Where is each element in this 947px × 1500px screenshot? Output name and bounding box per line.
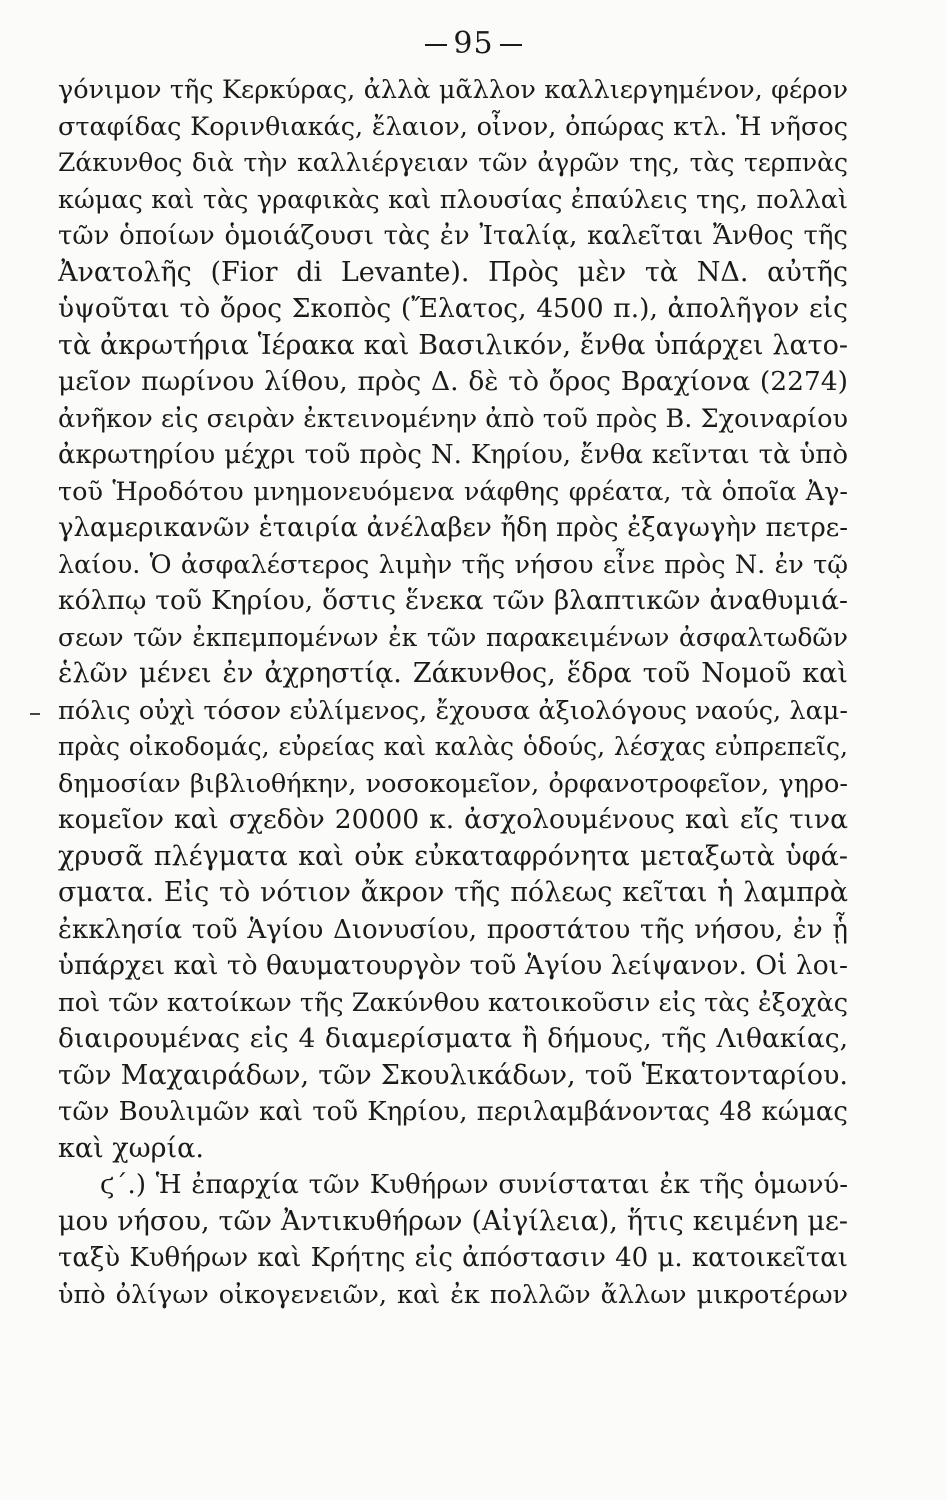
text-line: μου νήσου, τῶν Ἀντικυθήρων (Αἰγίλεια), ἥτις κειμένη με- (58, 1205, 848, 1237)
text-line: τῶν Μαχαιράδων, τῶν Σκουλικάδων, τοῦ Ἑκατονταρίου. (58, 1059, 848, 1091)
text-line: καὶ χωρία. (58, 1132, 204, 1164)
dash-right (500, 44, 522, 46)
text-line: ἀκρωτηρίου μέχρι τοῦ πρὸς Ν. Κηρίου, ἔνθα κεῖνται τὰ ὑπὸ (58, 440, 848, 470)
text-line: σματα. Εἰς τὸ νότιον ἄκρον τῆς πόλεως κεῖται ἡ λαμπρὰ (58, 877, 848, 908)
text-line: πόλις οὐχὶ τόσον εὐλίμενος, ἔχουσα ἀξιολόγους ναούς, λαμ- (58, 695, 848, 726)
text-line: κώμας καὶ τὰς γραφικὰς καὶ πλουσίας ἐπαύλεις της, πολλαὶ (58, 184, 848, 215)
text-line: ϛ΄.) Ἡ ἐπαρχία τῶν Κυθήρων συνίσταται ἐκ τῆς ὁμωνύ- (100, 1170, 848, 1200)
text-line: τοῦ Ἡροδότου μνημονευόμενα νάφθης φρέατα, τὰ ὁποῖα Ἀγ- (58, 476, 848, 507)
page-number (0, 26, 947, 61)
text-line: μεῖον πωρίνου λίθου, πρὸς Δ. δὲ τὸ ὄρος Βραχίονα (2274) (58, 366, 848, 397)
text-line: λαίου. Ὁ ἀσφαλέστερος λιμὴν τῆς νήσου εἶνε πρὸς Ν. ἐν τῷ (58, 549, 848, 580)
text-line: δημοσίαν βιβλιοθήκην, νοσοκομεῖον, ὀρφανοτροφεῖον, γηρο- (58, 768, 848, 799)
text-line: τὰ ἀκρωτήρια Ἱέρακα καὶ Βασιλικόν, ἔνθα ὑπάρχει λατο- (58, 329, 848, 361)
margin-mark (30, 713, 40, 715)
body-text (58, 72, 848, 1313)
text-line: γόνιμον τῆς Κερκύρας, ἀλλὰ μᾶλλον καλλιεργημένον, φέρον (58, 75, 848, 105)
text-line: ἀνῆκον εἰς σειρὰν ἐκτεινομένην ἀπὸ τοῦ πρὸς Β. Σχοιναρίου (58, 403, 848, 434)
text-line: Ζάκυνθος διὰ τὴν καλλιέργειαν τῶν ἀγρῶν της, τὰς τερπνὰς (58, 148, 848, 177)
text-line: κομεῖον καὶ σχεδὸν 20000 κ. ἀσχολουμένους καὶ εἴς τινα (58, 804, 848, 835)
text-line: ὑπὸ ὀλίγων οἰκογενειῶν, καὶ ἐκ πολλῶν ἄλλων μικροτέρων (58, 1279, 848, 1310)
text-line: τῶν Βουλιμῶν καὶ τοῦ Κηρίου, περιλαμβάνοντας 48 κώμας (58, 1097, 848, 1127)
text-line: ὑψοῦται τὸ ὄρος Σκοπὸς (Ἔλατος, 4500 π.), ἀπολῆγον εἰς (58, 293, 848, 324)
text-line: τῶν ὁποίων ὁμοιάζουσι τὰς ἐν Ἰταλίᾳ, καλεῖται Ἄνθος τῆς (58, 221, 848, 251)
text-line: ἑλῶν μένει ἐν ἀχρηστίᾳ. Ζάκυνθος, ἕδρα τοῦ Νομοῦ καὶ (58, 658, 848, 689)
text-line: γλαμερικανῶν ἑταιρία ἀνέλαβεν ἤδη πρὸς ἐξαγωγὴν πετρε- (58, 513, 848, 543)
text-line: πρὰς οἰκοδομάς, εὐρείας καὶ καλὰς ὁδούς, λέσχας εὐπρεπεῖς, (58, 732, 848, 761)
dash-left (425, 44, 447, 46)
text-line: κόλπῳ τοῦ Κηρίου, ὅστις ἕνεκα τῶν βλαπτικῶν ἀναθυμιά- (58, 585, 848, 616)
text-line: ποὶ τῶν κατοίκων τῆς Ζακύνθου κατοικοῦσιν εἰς τὰς ἐξοχὰς (58, 987, 848, 1018)
text-line: διαιρουμένας εἰς 4 διαμερίσματα ἢ δήμους, τῆς Λιθακίας, (58, 1023, 848, 1054)
text-line: σεων τῶν ἐκπεμπομένων ἐκ τῶν παρακειμένων ἀσφαλτωδῶν (58, 622, 848, 652)
page-number-text: 95 (453, 26, 494, 61)
text-line: ταξὺ Κυθήρων καὶ Κρήτης εἰς ἀπόστασιν 40 μ. κατοικεῖται (58, 1243, 848, 1273)
text-line: ἐκκλησία τοῦ Ἁγίου Διονυσίου, προστάτου τῆς νήσου, ἐν ᾗ (58, 914, 848, 945)
text-line: σταφίδας Κορινθιακάς, ἔλαιον, οἶνον, ὀπώρας κτλ. Ἡ νῆσος (58, 111, 848, 142)
text-line: χρυσᾶ πλέγματα καὶ οὐκ εὐκαταφρόνητα μεταξωτὰ ὑφά- (58, 840, 848, 872)
text-line: ὑπάρχει καὶ τὸ θαυματουργὸν τοῦ Ἁγίου λείψανον. Οἱ λοι- (58, 950, 848, 981)
text-line: Ἀνατολῆς (Fior di Levante). Πρὸς μὲν τὰ ΝΔ. αὐτῆς (58, 256, 848, 288)
